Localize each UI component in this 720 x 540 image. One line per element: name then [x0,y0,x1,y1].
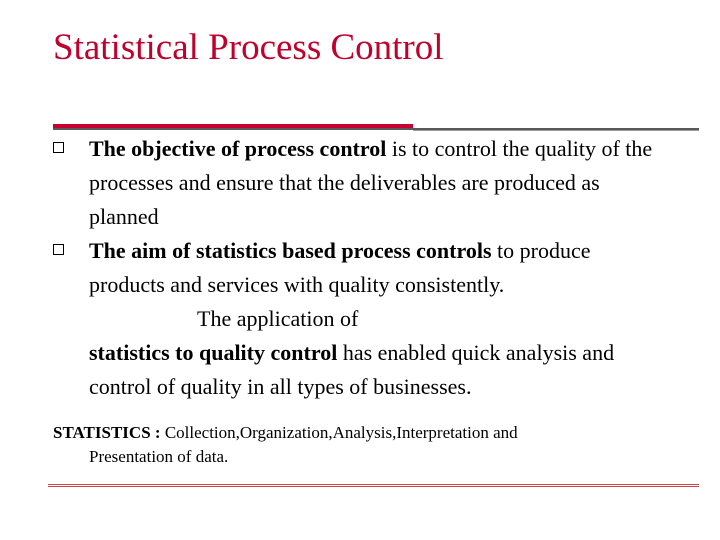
statistics-line2: Presentation of data. [89,447,229,466]
statistics-definition [53,421,693,469]
bullet-aim-extra-post: has enabled quick analysis and control of quality in all types of businesses. [89,340,615,399]
bullet-aim-text: to produce products and services with quality consistently. [89,238,591,297]
statistics-line1: Collection,Organization,Analysis,Interpretation and [160,423,518,442]
bullet-list [53,132,693,404]
bullet-aim-extra-pre: The application of [197,306,359,331]
bullet-aim [53,234,659,404]
bottom-rule-line-2 [48,486,699,487]
bullet-aim-lead: The aim of statistics based process controls [89,238,492,263]
hollow-square-icon [53,244,64,255]
bullet-objective-text: is to control the quality of the processes and ensure that the deliverables are produced as planned [89,136,653,229]
bottom-rule [48,484,699,487]
bullet-objective [53,132,659,234]
bottom-rule-line-1 [48,484,699,485]
statistics-label: STATISTICS : [53,423,161,442]
bullet-aim-extra-bold: statistics to quality control [89,340,338,365]
hollow-square-icon [53,142,64,153]
slide-title: Statistical Process Control [53,27,444,68]
title-underline-shadow [413,130,699,131]
bullet-aim-extra [89,302,659,336]
bullet-objective-lead: The objective of process control [89,136,387,161]
